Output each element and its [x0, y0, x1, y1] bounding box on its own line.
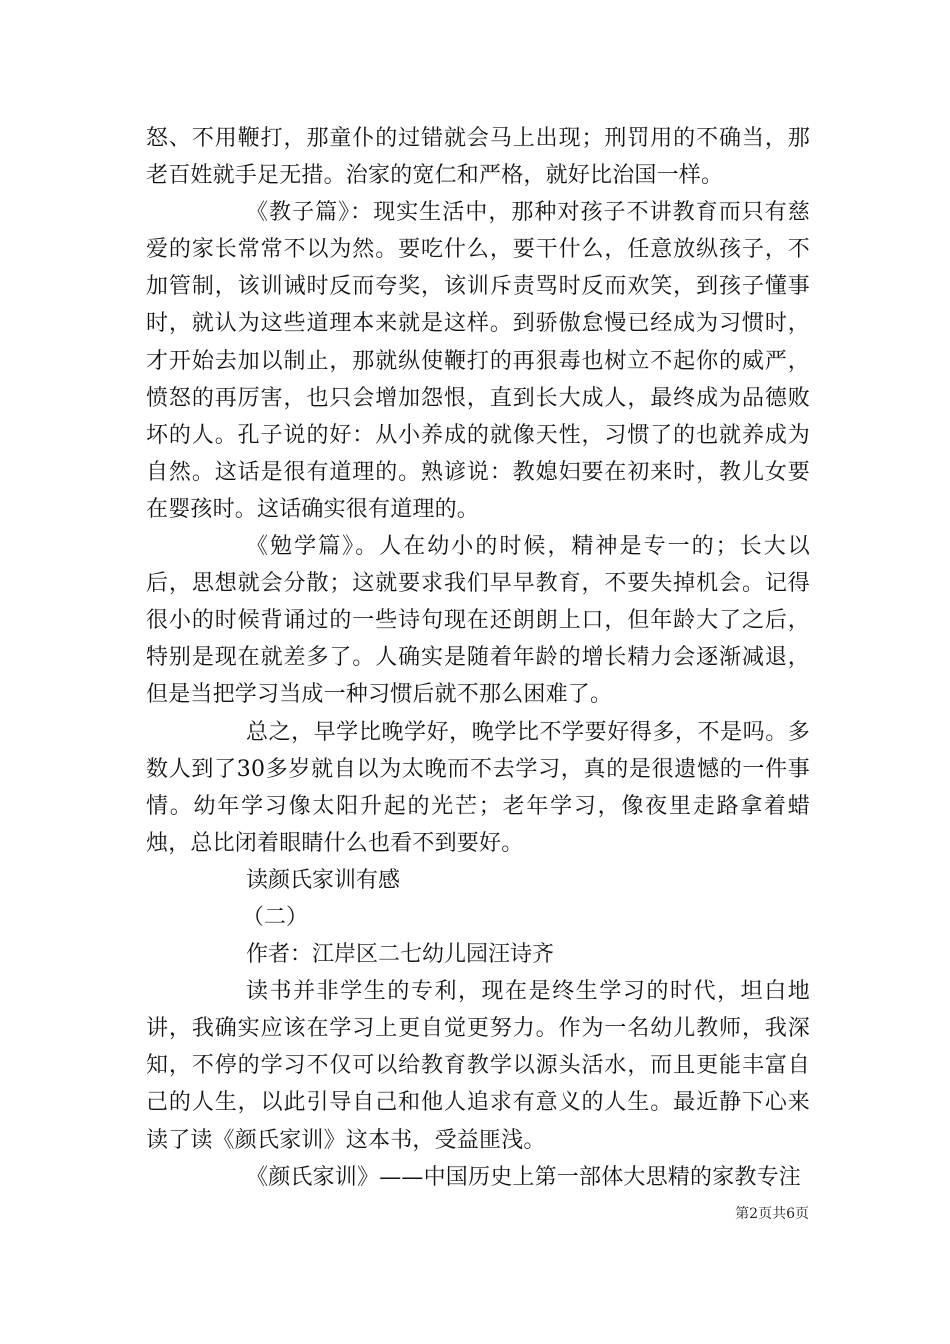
- paragraph-conclusion: 总之，早学比晚学好，晚学比不学要好得多，不是吗。多数人到了30多岁就自以为太晚而不去学习，真的是很遗憾的一件事情。幼年学习像太阳升起的光芒；老年学习，像夜里走路拿着蜡烛，总比闭着眼睛什么也看不到要好。: [146, 719, 810, 856]
- paragraph-yanshi-intro: 《颜氏家训》——中国历史上第一部体大思精的家教专注: [246, 1164, 802, 1190]
- essay-part-number: （二）: [242, 904, 309, 930]
- essay-title: 读颜氏家训有感: [246, 867, 401, 893]
- paragraph-mianxue: 《勉学篇》。人在幼小的时候，精神是专一的；长大以后，思想就会分散；这就要求我们早早教育，不要失掉机会。记得很小的时候背诵过的一些诗句现在还朗朗上口，但年龄大了之后，特别是现在就差多了。人确实是随着年龄的增长精力会逐渐减退，但是当把学习当成一种习惯后就不那么困难了。: [146, 534, 810, 708]
- page-number: 第2页共6页: [735, 1206, 809, 1222]
- paragraph-jiaozi: 《教子篇》：现实生活中，那种对孩子不讲教育而只有慈爱的家长常常不以为然。要吃什么，要干什么，任意放纵孩子，不加管制，该训诫时反而夸奖，该训斥责骂时反而欢笑，到孩子懂事时，就认为这些道理本来就是这样。到骄傲怠慢已经成为习惯时，才开始去加以制止，那就纵使鞭打的再狠毒也树立不起你的威严，愤怒的再厉害，也只会增加怨恨，直到长大成人，最终成为品德败坏的人。孔子说的好：从小养成的就像天性，习惯了的也就养成为自然。这话是很有道理的。熟谚说：教媳妇要在初来时，教儿女要在婴孩时。这话确实很有道理的。: [146, 200, 810, 522]
- paragraph-continuation: 怒、不用鞭打，那童仆的过错就会马上出现；刑罚用的不确当，那老百姓就手足无措。治家的宽仁和严格，就好比治国一样。: [146, 126, 810, 189]
- paragraph-reading-intro: 读书并非学生的专利，现在是终生学习的时代，坦白地讲，我确实应该在学习上更自觉更努力。作为一名幼儿教师，我深知，不停的学习不仅可以给教育教学以源头活水，而且更能丰富自己的人生，以此引导自己和他人追求有意义的人生。最近静下心来读了读《颜氏家训》这本书，受益匪浅。: [146, 979, 810, 1153]
- document-body: [146, 120, 810, 1196]
- essay-author: 作者：江岸区二七幼儿园汪诗齐: [246, 942, 555, 968]
